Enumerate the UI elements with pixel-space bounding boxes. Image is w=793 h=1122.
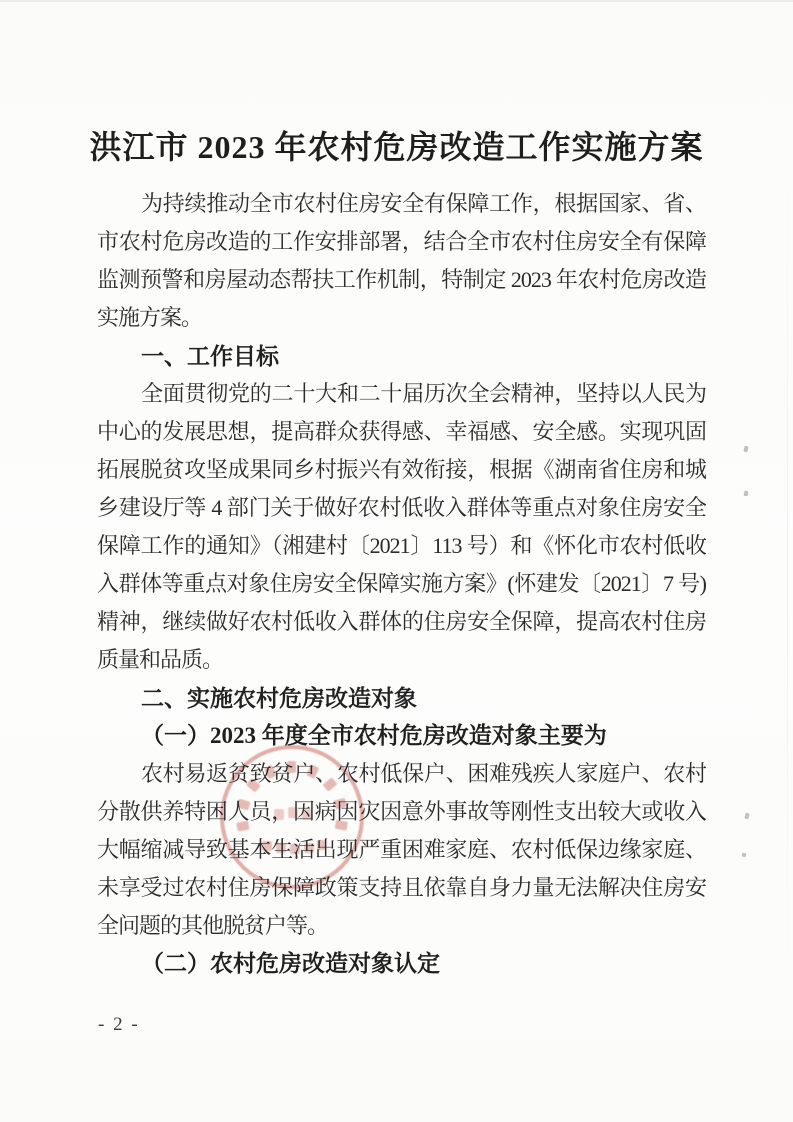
text-line: 一、工作目标	[141, 343, 279, 369]
text-line: 入群体等重点对象住房安全保障实施方案》(怀建发〔2021〕7 号)	[97, 571, 706, 596]
scan-speck	[743, 446, 748, 453]
document-title: 洪江市 2023 年农村危房改造工作实施方案	[89, 129, 704, 165]
document-body	[97, 185, 706, 983]
text-line: 保障工作的通知》（湘建村〔2021〕113 号）和《怀化市农村低收	[97, 533, 706, 558]
text-line: 拓展脱贫攻坚成果同乡村振兴有效衔接，根据《湖南省住房和城	[97, 457, 706, 482]
text-line: 农村易返贫致贫户、农村低保户、困难残疾人家庭户、农村	[141, 761, 706, 786]
text-line: 质量和品质。	[97, 647, 224, 672]
scan-speck	[742, 853, 747, 858]
scan-speck	[744, 813, 749, 820]
text-line: 乡建设厅等 4 部门关于做好农村低收入群体等重点对象住房安全	[97, 495, 706, 520]
text-line: 二、实施农村危房改造对象	[141, 685, 417, 711]
text-line: 大幅缩减导致基本生活出现严重困难家庭、农村低保边缘家庭、	[97, 837, 706, 862]
text-line: 中心的发展思想，提高群众获得感、幸福感、安全感。实现巩固	[97, 419, 706, 444]
scan-edge-shadow	[787, 150, 788, 1002]
text-line: 监测预警和房屋动态帮扶工作机制，特制定 2023 年农村危房改造	[97, 267, 706, 292]
text-line: 市农村危房改造的工作安排部署，结合全市农村住房安全有保障	[97, 229, 706, 254]
text-line: 为持续推动全市农村住房安全有保障工作，根据国家、省、	[141, 191, 706, 216]
text-line: 未享受过农村住房保障政策支持且依靠自身力量无法解决住房安	[97, 875, 706, 900]
text-line: 实施方案。	[97, 305, 203, 330]
text-line: 分散供养特困人员，因病因灾因意外事故等刚性支出较大或收入	[97, 799, 706, 824]
text-line: （一）2023 年度全市农村危房改造对象主要为	[141, 723, 607, 748]
text-line: 全面贯彻党的二十大和二十届历次全会精神，坚持以人民为	[141, 381, 706, 406]
scan-speck	[744, 491, 749, 497]
text-line: 全问题的其他脱贫户等。	[97, 913, 329, 938]
text-line: （二）农村危房改造对象认定	[141, 951, 440, 976]
page-number: - 2 -	[98, 1014, 140, 1035]
text-line: 精神，继续做好农村低收入群体的住房安全保障，提高农村住房	[97, 609, 706, 634]
